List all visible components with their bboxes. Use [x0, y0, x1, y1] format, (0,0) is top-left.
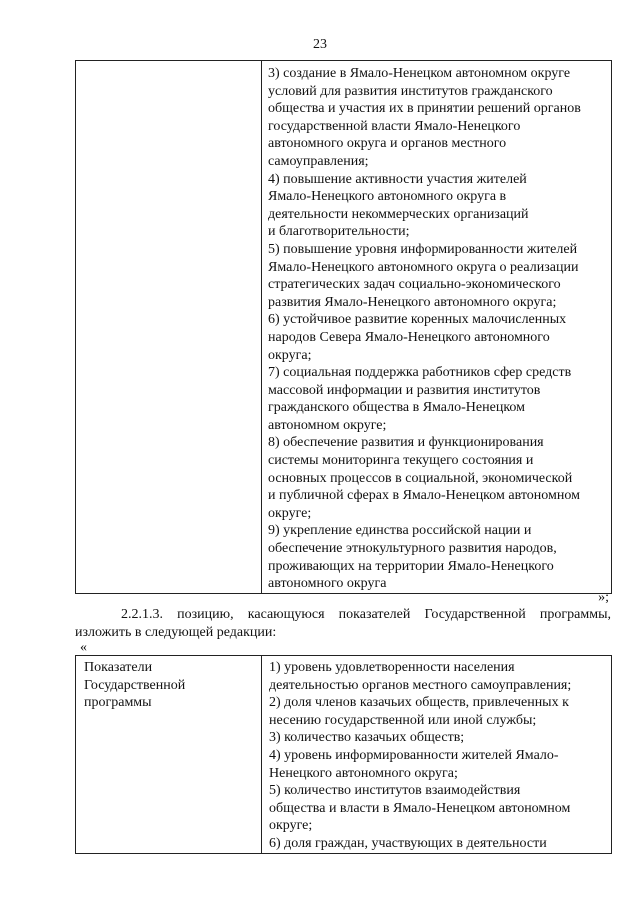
amendment-paragraph	[75, 606, 611, 641]
opening-quote: «	[80, 640, 87, 655]
table-row	[76, 656, 612, 854]
indicators-table	[75, 655, 612, 854]
indicators-label: Показатели Государственной программы	[84, 660, 186, 711]
amendment-paragraph-line-2: изложить в следующей редакции:	[75, 624, 277, 640]
amendment-paragraph-line-1: 2.2.1.3. позицию, касающуюся показателей Государственной программы,	[121, 607, 611, 622]
cell-label-text	[76, 61, 261, 65]
closing-quote: »;	[598, 590, 609, 605]
table-cell-content	[262, 656, 612, 854]
table-row	[76, 61, 612, 594]
table-cell-label	[76, 61, 262, 594]
program-table-continuation	[75, 60, 612, 594]
table-cell-label	[76, 656, 262, 854]
table-cell-content	[262, 61, 612, 594]
indicators-list: 1) уровень удовлетворенности населения деятельностью органов местного самоуправления; 2) доля членов казачьих обществ, привлеченных к несению государственной или иной службы; 3) количество казачьих обществ; 4) уровень информированности жителей Ямало- Ненецкого автономного округа; 5) количество институтов взаимодействия общества и власти в Ямало-Ненецком автономном округе; 6) доля граждан, участвующих в деятельности	[269, 660, 572, 851]
page-number: 23	[313, 37, 327, 52]
expected-results-list: 3) создание в Ямало-Ненецком автономном округе условий для развития институтов гражданского общества и участия их в принятии решений органов государственной власти Ямало-Ненецкого автономного округа и органов местного самоуправления; 4) повышение активности участия жителей Ямало-Ненецкого автономного округа в деятельности некоммерческих организаций и благотворительности; 5) повышение уровня информированности жителей Ямало-Ненецкого автономного округа о реализации стратегических задач социально-экономического развития Ямало-Ненецкого автономного округа; 6) устойчивое развитие коренных малочисленных народов Севера Ямало-Ненецкого автономного округа; 7) социальная поддержка работников сфер средств массовой информации и развития институтов гражданского общества в Ямало-Ненецком автономном округе; 8) обеспечение развития и функционирования системы мониторинга текущего состояния и основных процессов в социальной, экономической и публичной сферах в Ямало-Ненецком автономном округе; 9) укрепление единства российской нации и обеспечение этнокультурного развития народов, проживающих на территории Ямало-Ненецкого автономного округа	[268, 66, 581, 592]
